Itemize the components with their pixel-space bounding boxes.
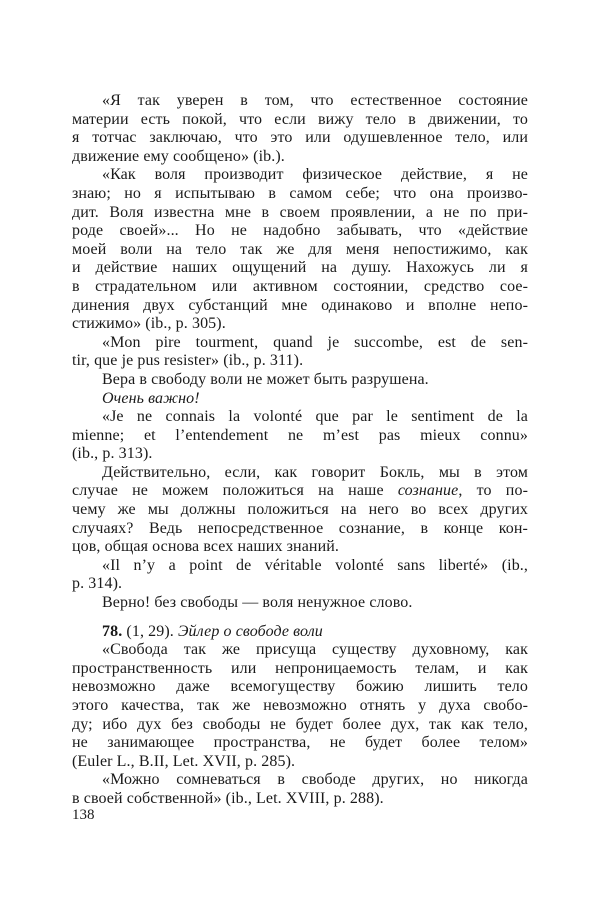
section-reference: (1, 29). bbox=[122, 622, 178, 640]
section-number: 78. bbox=[102, 622, 123, 640]
text-line: дит. Воля известна мне в своем проявлении, а не по при- bbox=[72, 203, 528, 221]
section-heading-78 bbox=[72, 623, 528, 642]
text-line: «Il n’y a point de véritable volonté sans liberté» (ib., bbox=[102, 556, 528, 574]
text-line: случаях? Ведь непосредственное сознание, в конце кон- bbox=[72, 519, 528, 537]
text-line: tir, que je pus resister» (ib., p. 311). bbox=[72, 352, 304, 370]
paragraph-will-physical-action bbox=[72, 166, 528, 333]
text-line: p. 314). bbox=[72, 575, 123, 593]
paragraph-very-important-note bbox=[72, 390, 528, 409]
text-line: Очень важно! bbox=[102, 389, 200, 407]
text-line bbox=[72, 482, 528, 501]
text-line: моей воли на тело так же для меня непостижимо, как bbox=[72, 240, 528, 258]
text-line: mienne; et l’entendement ne m’est pas mieux connu» bbox=[72, 426, 528, 444]
text-line: цов, общая основа всех наших знаний. bbox=[72, 538, 340, 556]
text-segment: случае не можем положиться на наше bbox=[72, 482, 398, 500]
text-line: и действие наших ощущений на душу. Нахожусь ли я bbox=[72, 259, 528, 277]
text-line: «Je ne connais la volonté que par le sentiment de la bbox=[102, 408, 528, 426]
text-line: материи есть покой, что если вижу тело в движении, то bbox=[72, 110, 528, 128]
text-line: «Как воля производит физическое действие, я не bbox=[102, 166, 528, 184]
paragraph-verno-remark bbox=[72, 594, 528, 613]
paragraph-euler-freedom-quote bbox=[72, 641, 528, 771]
text-line: в своей собственной» (ib., Let. XVIII, p. 288). bbox=[72, 789, 384, 807]
text-line: (Euler L., B.II, Let. XVII, p. 285). bbox=[72, 752, 296, 770]
paragraph-french-quote-liberte bbox=[72, 557, 528, 594]
paragraph-natural-state-quote bbox=[72, 92, 528, 166]
text-line: не занимающее пространства, не будет более телом» bbox=[72, 734, 528, 752]
section-title: Эйлер о свободе воли bbox=[177, 622, 323, 640]
text-line: пространственность или непроницаемость телам, и как bbox=[72, 659, 528, 677]
text-line: Верно! без свободы — воля ненужное слово. bbox=[102, 594, 413, 612]
paragraph-french-quote-tourment bbox=[72, 334, 528, 371]
text-line: стижимо» (ib., p. 305). bbox=[72, 315, 226, 333]
text-segment: , то по- bbox=[458, 482, 528, 500]
text-line: «Можно сомневаться в свободе других, но никогда bbox=[102, 771, 528, 789]
text-line: невозможно даже всемогуществу божию лишить тело bbox=[72, 678, 528, 696]
text-line: «Я так уверен в том, что естественное состояние bbox=[102, 92, 528, 109]
text-line: «Свобода так же присуща существу духовному, как bbox=[102, 641, 528, 659]
paragraph-doubt-freedom-quote bbox=[72, 771, 528, 808]
text-segment-italic: сознание bbox=[397, 482, 459, 500]
text-line: в страдательном или активном состоянии, средство сое- bbox=[72, 277, 528, 295]
text-line: ду; ибо дух без свободы не будет более дух, так как тело, bbox=[72, 715, 528, 733]
text-line: движение ему сообщено» (ib.). bbox=[72, 147, 285, 165]
text-line: я тотчас заключаю, что это или одушевленное тело, или bbox=[72, 129, 528, 147]
text-line: Действительно, если, как говорит Бокль, мы в этом bbox=[102, 463, 528, 481]
paragraph-french-quote-volonte bbox=[72, 408, 528, 464]
text-block bbox=[72, 92, 528, 809]
text-line: этого качества, так же невозможно отнять у духа свобо- bbox=[72, 697, 528, 714]
page-number: 138 bbox=[72, 807, 95, 823]
text-line: динения двух субстанций мне одинаково и вполне непо- bbox=[72, 296, 528, 314]
text-line: Вера в свободу воли не может быть разрушена. bbox=[102, 370, 429, 388]
paragraph-buckle-commentary bbox=[72, 464, 528, 557]
text-line: знаю; но я испытываю в самом себе; что она произво- bbox=[72, 184, 528, 202]
text-line: (ib., p. 313). bbox=[72, 445, 153, 463]
text-line: «Mon pire tourment, quand je succombe, est de sen- bbox=[102, 333, 528, 351]
text-line: роде своей»... Но не надобно забывать, что «действие bbox=[72, 222, 528, 240]
paragraph-faith-in-free-will bbox=[72, 371, 528, 390]
heading-line bbox=[72, 623, 528, 642]
text-line: чему же мы должны положиться на него во всех других bbox=[72, 501, 528, 519]
